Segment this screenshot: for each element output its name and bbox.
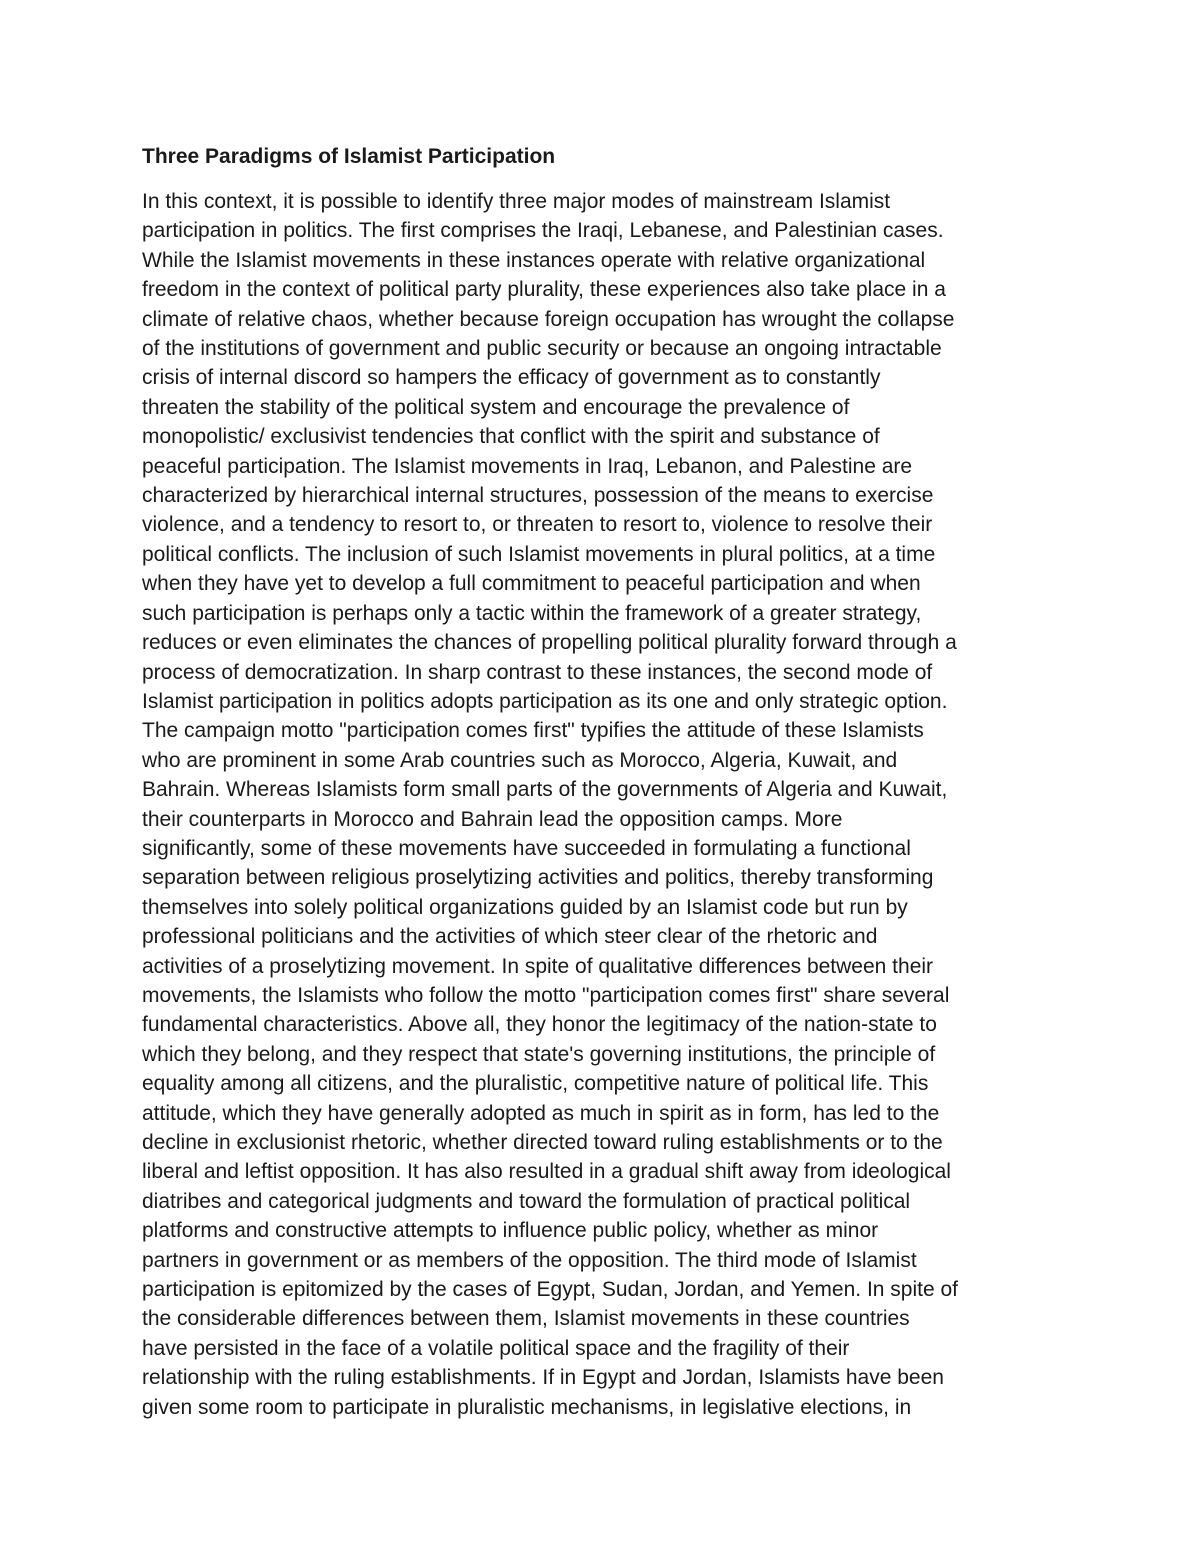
- paragraph-line: themselves into solely political organizations guided by an Islamist code but run by: [142, 895, 908, 919]
- paragraph-line: the considerable differences between them, Islamist movements in these countries: [142, 1307, 910, 1331]
- paragraph-line: who are prominent in some Arab countries such as Morocco, Algeria, Kuwait, and: [142, 748, 898, 772]
- paragraph-line: While the Islamist movements in these instances operate with relative organizational: [142, 248, 926, 272]
- paragraph-line: movements, the Islamists who follow the motto "participation comes first" share several: [142, 983, 950, 1007]
- paragraph-line: Bahrain. Whereas Islamists form small parts of the governments of Algeria and Kuwait,: [142, 778, 948, 802]
- paragraph-line: crisis of internal discord so hampers the efficacy of government as to constantly: [142, 366, 881, 390]
- paragraph-line: Islamist participation in politics adopts participation as its one and only strategic option.: [142, 689, 948, 713]
- paragraph-line: partners in government or as members of the opposition. The third mode of Islamist: [142, 1248, 917, 1272]
- paragraph-line: activities of a proselytizing movement. In spite of qualitative differences between their: [142, 954, 934, 978]
- paragraph-line: liberal and leftist opposition. It has also resulted in a gradual shift away from ideological: [142, 1160, 951, 1184]
- section-heading: Three Paradigms of Islamist Participation: [142, 145, 556, 168]
- paragraph-line: attitude, which they have generally adopted as much in spirit as in form, has led to the: [142, 1101, 940, 1125]
- paragraph-line: decline in exclusionist rhetoric, whether directed toward ruling establishments or to the: [142, 1131, 943, 1154]
- paragraph-line: equality among all citizens, and the pluralistic, competitive nature of political life. This: [142, 1072, 929, 1096]
- paragraph-line: diatribes and categorical judgments and toward the formulation of practical political: [142, 1189, 911, 1213]
- paragraph-line: such participation is perhaps only a tactic within the framework of a greater strategy,: [142, 601, 922, 625]
- paragraph-line: separation between religious proselytizing activities and politics, thereby transforming: [142, 866, 934, 890]
- paragraph-line: given some room to participate in pluralistic mechanisms, in legislative elections, in: [142, 1395, 912, 1419]
- paragraph-line: monopolistic/ exclusivist tendencies that conflict with the spirit and substance of: [142, 425, 880, 449]
- paragraph-line: professional politicians and the activities of which steer clear of the rhetoric and: [142, 925, 878, 949]
- paragraph-line: threaten the stability of the political system and encourage the prevalence of: [142, 395, 850, 419]
- paragraph-line: relationship with the ruling establishments. If in Egypt and Jordan, Islamists have been: [142, 1366, 944, 1390]
- paragraph-line: of the institutions of government and public security or because an ongoing intractable: [142, 337, 942, 361]
- paragraph-line: political conflicts. The inclusion of such Islamist movements in plural politics, at a time: [142, 542, 936, 566]
- paragraph-line: fundamental characteristics. Above all, they honor the legitimacy of the nation-state to: [142, 1013, 937, 1037]
- paragraph-line: when they have yet to develop a full commitment to peaceful participation and when: [142, 572, 921, 596]
- paragraph-line: violence, and a tendency to resort to, or threaten to resort to, violence to resolve their: [142, 513, 933, 537]
- paragraph-line: which they belong, and they respect that state's governing institutions, the principle of: [142, 1042, 936, 1066]
- paragraph-line: climate of relative chaos, whether because foreign occupation has wrought the collapse: [142, 307, 955, 331]
- paragraph-line: peaceful participation. The Islamist movements in Iraq, Lebanon, and Palestine are: [142, 454, 913, 478]
- document-body: [142, 142, 1067, 1422]
- body-paragraph: [142, 187, 1067, 1422]
- paragraph-line: participation in politics. The first comprises the Iraqi, Lebanese, and Palestinian cases.: [142, 219, 944, 243]
- paragraph-line: participation is epitomized by the cases of Egypt, Sudan, Jordan, and Yemen. In spite of: [142, 1278, 959, 1302]
- paragraph-line: characterized by hierarchical internal structures, possession of the means to exercise: [142, 484, 934, 508]
- paragraph-line: platforms and constructive attempts to influence public policy, whether as minor: [142, 1219, 879, 1243]
- paragraph-line: In this context, it is possible to identify three major modes of mainstream Islamist: [142, 190, 891, 213]
- paragraph-line: have persisted in the face of a volatile political space and the fragility of their: [142, 1336, 850, 1360]
- paragraph-line: reduces or even eliminates the chances of propelling political plurality forward through a: [142, 631, 957, 655]
- paragraph-line: process of democratization. In sharp contrast to these instances, the second mode of: [142, 660, 933, 684]
- paragraph-line: their counterparts in Morocco and Bahrain lead the opposition camps. More: [142, 807, 843, 831]
- paragraph-line: freedom in the context of political party plurality, these experiences also take place in a: [142, 278, 946, 302]
- paragraph-line: significantly, some of these movements have succeeded in formulating a functional: [142, 836, 911, 860]
- paragraph-line: The campaign motto "participation comes first" typifies the attitude of these Islamists: [142, 719, 924, 743]
